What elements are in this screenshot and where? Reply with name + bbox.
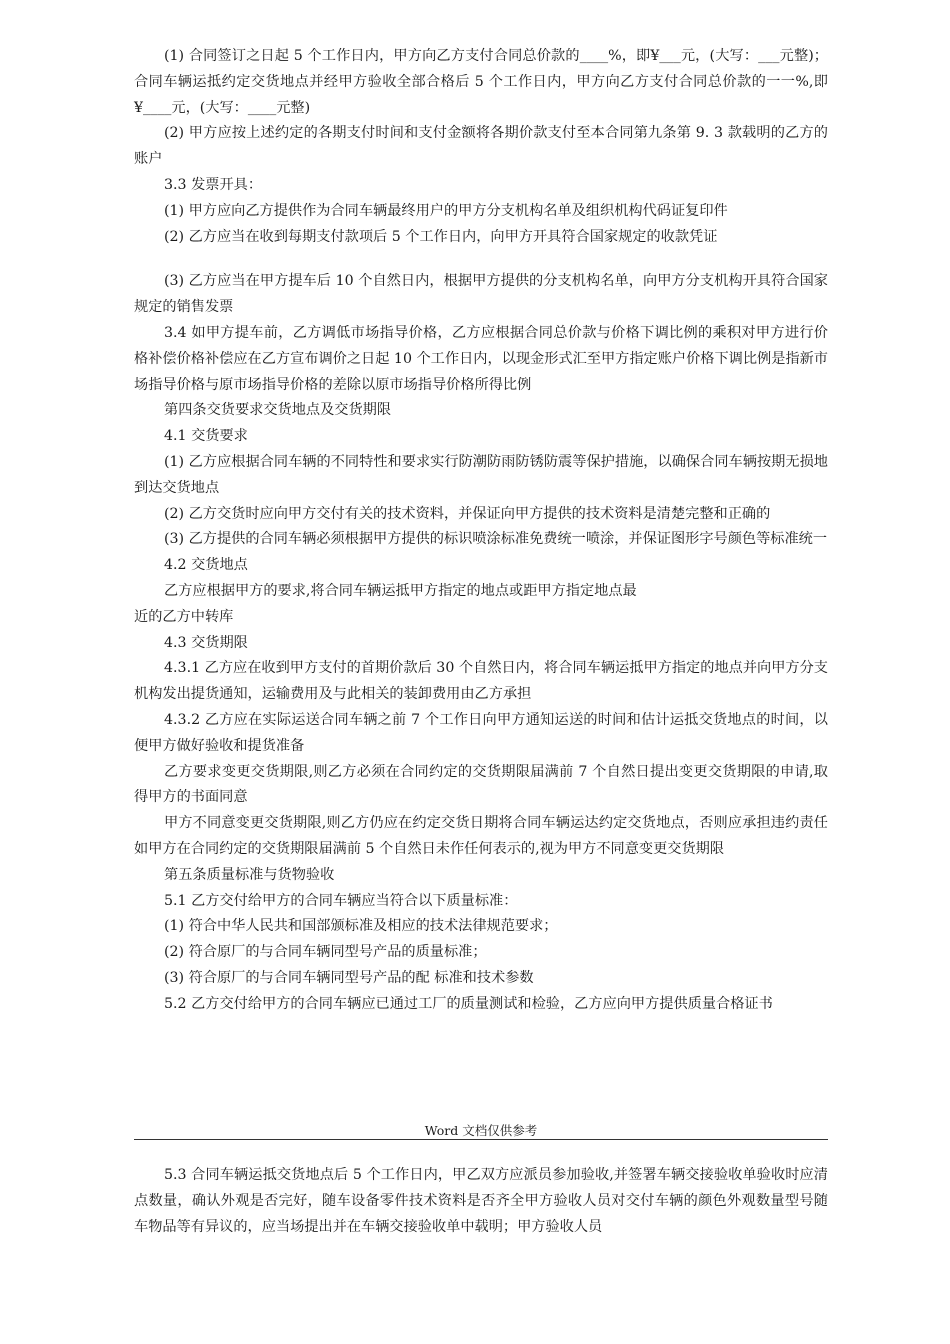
paragraph-line: 4.3.1 乙方应在收到甲方支付的首期价款后 30 个自然日内，将合同车辆运抵甲方指定的地点并向甲方分支机构发出提货通知，运输费用及与此相关的装卸费用由乙方承担 bbox=[134, 660, 828, 703]
paragraph-line: (3) 乙方应当在甲方提车后 10 个自然日内，根据甲方提供的分支机构名单，向甲方分支机构开具符合国家规定的销售发票 bbox=[134, 273, 828, 316]
paragraph-line: 4.3 交货期限 bbox=[164, 634, 248, 651]
blank-line bbox=[134, 250, 828, 269]
paragraph-line: (3) 符合原厂的与合同车辆同型号产品的配 标准和技术参数 bbox=[164, 969, 534, 986]
paragraph-line: 4.1 交货要求 bbox=[164, 428, 248, 445]
paragraph-line: 3.4 如甲方提车前，乙方调低市场指导价格，乙方应根据合同总价款与价格下调比例的乘积对甲方进行价格补偿价格补偿应在乙方宣布调价之日起 10 个工作日内，以现金形式汇至甲方指定账户价格下调比例是指新市场指导价格与原市场指导价格的差除以原市场指导价格所得比例 bbox=[134, 324, 828, 393]
page-2-body bbox=[134, 1163, 828, 1240]
paragraph-line: (1) 合同签订之日起 5 个工作日内，甲方向乙方支付合同总价款的____%，即¥___元，(大写：___元整)；合同车辆运抵约定交货地点并经甲方验收全部合格后 5 个工作日内，甲方向乙方支付合同总价款的一一%,即¥____元，(大写：____元整) bbox=[134, 48, 828, 116]
paragraph-line: 第四条交货要求交货地点及交货期限 bbox=[164, 402, 392, 419]
paragraph-line: 乙方应根据甲方的要求,将合同车辆运抵甲方指定的地点或距甲方指定地点最 bbox=[164, 582, 637, 599]
paragraph-line: (1) 乙方应根据合同车辆的不同特性和要求实行防潮防雨防锈防震等保护措施，以确保合同车辆按期无损地到达交货地点 bbox=[134, 453, 828, 496]
paragraph-line: (2) 甲方应按上述约定的各期支付时间和支付金额将各期价款支付至本合同第九条第 9. 3 款载明的乙方的账户 bbox=[134, 125, 828, 168]
paragraph-line: 第五条质量标准与货物验收 bbox=[164, 866, 335, 883]
paragraph-line: 4.3.2 乙方应在实际运送合同车辆之前 7 个工作日向甲方通知运送的时间和估计运抵交货地点的时间，以便甲方做好验收和提货准备 bbox=[134, 711, 828, 754]
paragraph-line: 甲方不同意变更交货期限,则乙方仍应在约定交货日期将合同车辆运达约定交货地点，否则应承担违约责任如甲方在合同约定的交货期限届满前 5 个自然日未作任何表示的,视为甲方不同意变更交货期限 bbox=[134, 815, 828, 857]
paragraph-line: 3.3 发票开具： bbox=[164, 176, 263, 193]
footer-divider bbox=[134, 1139, 828, 1140]
paragraph-line: 近的乙方中转库 bbox=[134, 608, 234, 625]
paragraph-line: (2) 乙方交货时应向甲方交付有关的技术资料，并保证向甲方提供的技术资料是清楚完整和正确的 bbox=[164, 505, 771, 522]
paragraph-line: (2) 符合原厂的与合同车辆同型号产品的质量标准； bbox=[164, 944, 487, 961]
paragraph-line: 4.2 交货地点 bbox=[164, 557, 248, 574]
paragraph-line: (1) 甲方应向乙方提供作为合同车辆最终用户的甲方分支机构名单及组织机构代码证复印件 bbox=[164, 202, 728, 219]
page-footer: Word 文档仅供参考 bbox=[424, 1123, 538, 1138]
paragraph-line: 5.2 乙方交付给甲方的合同车辆应已通过工厂的质量测试和检验，乙方应向甲方提供质量合格证书 bbox=[164, 995, 773, 1012]
paragraph-line: 乙方要求变更交货期限,则乙方必须在合同约定的交货期限届满前 7 个自然日提出变更交货期限的申请,取得甲方的书面同意 bbox=[134, 763, 828, 806]
paragraph-line: (2) 乙方应当在收到每期支付款项后 5 个工作日内，向甲方开具符合国家规定的收款凭证 bbox=[164, 228, 718, 245]
paragraph-line: (1) 符合中华人民共和国部颁标准及相应的技术法律规范要求； bbox=[164, 918, 558, 935]
paragraph-line: (3) 乙方提供的合同车辆必须根据甲方提供的标识喷涂标准免费统一喷涂，并保证图形字号颜色等标准统一 bbox=[164, 531, 828, 548]
paragraph-line: 5.3 合同车辆运抵交货地点后 5 个工作日内，甲乙双方应派员参加验收,并签署车辆交接验收单验收时应清点数量，确认外观是否完好，随车设备零件技术资料是否齐全甲方验收人员对交付车辆的颜色外观数量型号随车物品等有异议的，应当场提出并在车辆交接验收单中载明；甲方验收人员 bbox=[134, 1167, 828, 1235]
paragraph-line: 5.1 乙方交付给甲方的合同车辆应当符合以下质量标准： bbox=[164, 892, 518, 909]
page-1-body bbox=[134, 44, 828, 1017]
